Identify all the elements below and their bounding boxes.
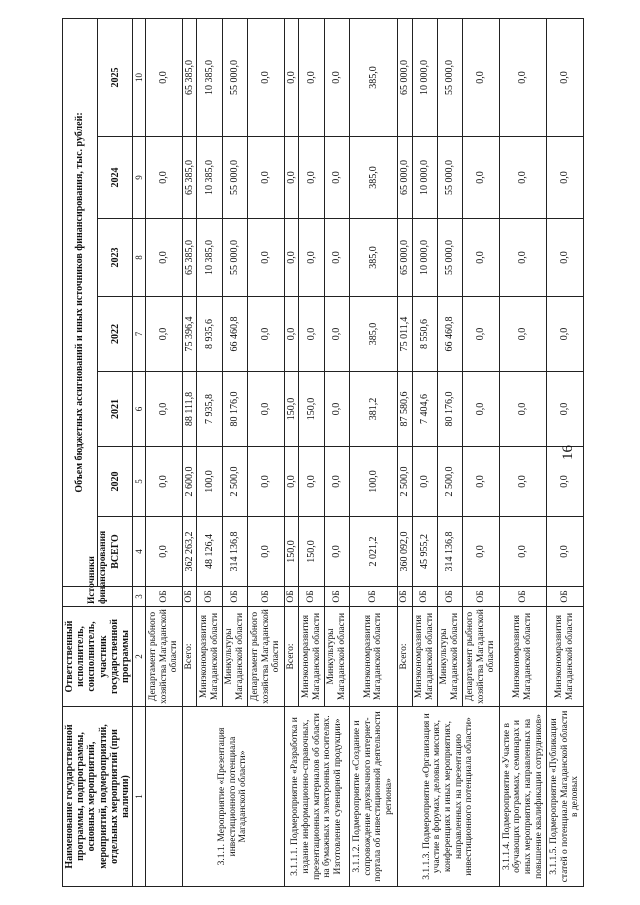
year-value-cell: 65 385,0 <box>182 18 197 136</box>
year-value-cell: 0,0 <box>499 219 547 297</box>
measure-name: 3.1.1.3. Подмероприятие «Организация и участие в форумах, деловых миссиях, конференциях и иных мероприятиях, направленных на презентацию инвестиционного потенциала области» <box>397 707 499 887</box>
header-year: 2021 <box>98 372 133 447</box>
executor-cell: Всего: <box>397 607 412 707</box>
year-value-cell: 0,0 <box>463 219 499 297</box>
year-value-cell: 0,0 <box>463 297 499 372</box>
year-value-cell: 0,0 <box>499 18 547 136</box>
year-value-cell: 65 385,0 <box>182 137 197 219</box>
year-value-cell: 2 500,0 <box>222 447 247 517</box>
year-value-cell: 0,0 <box>146 447 182 517</box>
year-value-cell: 55 000,0 <box>222 137 247 219</box>
year-value-cell: 10 000,0 <box>412 18 437 136</box>
year-value-cell: 2 600,0 <box>182 447 197 517</box>
year-value-cell: 385,0 <box>350 137 398 219</box>
source-cell: ОБ <box>397 587 412 607</box>
year-value-cell: 10 385,0 <box>197 219 222 297</box>
measure-name: 3.1.1.1. Подмероприятие «Разработка и издание информационно-справочных, презентационных материалов об области на бумажных и электронных носителях. Изготовление сувенирной продукции» <box>284 707 350 887</box>
year-value-cell: 0,0 <box>284 18 299 136</box>
year-value-cell: 0,0 <box>248 18 284 136</box>
year-value-cell: 0,0 <box>412 447 437 517</box>
source-cell: ОБ <box>437 587 462 607</box>
year-value-cell: 100,0 <box>350 447 398 517</box>
year-value-cell: 0,0 <box>146 372 182 447</box>
year-value-cell: 7 404,6 <box>412 372 437 447</box>
year-value-cell: 0,0 <box>284 219 299 297</box>
year-value-cell: 0,0 <box>499 297 547 372</box>
year-value-cell: 0,0 <box>324 297 349 372</box>
year-value-cell: 66 460,8 <box>222 297 247 372</box>
year-value-cell: 0,0 <box>547 137 584 219</box>
table-row <box>397 18 412 886</box>
year-value-cell: 385,0 <box>350 18 398 136</box>
measure-name: 3.1.1.5. Подмероприятие «Публикации статей о потенциале Магаданской области в деловых <box>547 707 584 887</box>
executor-cell: Департамент рыбного хозяйства Магаданской области <box>248 607 284 707</box>
header-total: ВСЕГО <box>98 517 133 587</box>
year-value-cell: 0,0 <box>499 137 547 219</box>
year-value-cell: 150,0 <box>284 372 299 447</box>
source-cell: ОБ <box>412 587 437 607</box>
total-value-cell: 0,0 <box>499 517 547 587</box>
header-year: 2020 <box>98 447 133 517</box>
table-row <box>499 18 547 886</box>
executor-cell: Минкультуры Магаданской области <box>437 607 462 707</box>
column-index: 1 <box>133 707 146 887</box>
total-value-cell: 0,0 <box>463 517 499 587</box>
header-year: 2025 <box>98 18 133 136</box>
year-value-cell: 10 000,0 <box>412 219 437 297</box>
column-index: 4 <box>133 517 146 587</box>
header-year: 2022 <box>98 297 133 372</box>
year-value-cell: 0,0 <box>284 447 299 517</box>
year-value-cell: 2 500,0 <box>437 447 462 517</box>
table-row <box>182 18 197 886</box>
total-value-cell: 45 955,2 <box>412 517 437 587</box>
year-value-cell: 75 011,4 <box>397 297 412 372</box>
year-value-cell: 87 580,6 <box>397 372 412 447</box>
column-index: 9 <box>133 137 146 219</box>
year-value-cell: 0,0 <box>299 219 324 297</box>
year-value-cell: 0,0 <box>324 447 349 517</box>
header-year: 2024 <box>98 137 133 219</box>
source-cell: ОБ <box>547 587 584 607</box>
year-value-cell: 65 000,0 <box>397 219 412 297</box>
total-value-cell: 0,0 <box>547 517 584 587</box>
column-index: 2 <box>133 607 146 707</box>
year-value-cell: 0,0 <box>324 18 349 136</box>
source-cell: ОБ <box>197 587 222 607</box>
year-value-cell: 0,0 <box>547 219 584 297</box>
total-value-cell: 314 136,8 <box>222 517 247 587</box>
source-cell: ОБ <box>222 587 247 607</box>
year-value-cell: 0,0 <box>146 137 182 219</box>
year-value-cell: 385,0 <box>350 219 398 297</box>
year-value-cell: 80 176,0 <box>437 372 462 447</box>
year-value-cell: 0,0 <box>299 447 324 517</box>
measure-name: 3.1.1.2. Подмероприятие «Создание и сопровождение двуязычного интернет-портала об инвестиционной деятельности региона» <box>350 707 398 887</box>
year-value-cell: 10 385,0 <box>197 137 222 219</box>
executor-cell: Минэкономразвития Магаданской области <box>350 607 398 707</box>
year-value-cell: 0,0 <box>248 297 284 372</box>
executor-cell: Минэкономразвития Магаданской области <box>412 607 437 707</box>
year-value-cell: 0,0 <box>146 18 182 136</box>
year-value-cell: 0,0 <box>299 297 324 372</box>
year-value-cell: 0,0 <box>463 447 499 517</box>
year-value-cell: 0,0 <box>324 219 349 297</box>
year-value-cell: 0,0 <box>547 297 584 372</box>
measure-name: 3.1.1. Мероприятие «Презентация инвестиционного потенциала Магаданской области» <box>182 707 284 887</box>
source-cell: ОБ <box>284 587 299 607</box>
executor-cell: Департамент рыбного хозяйства Магаданской области <box>146 607 182 707</box>
year-value-cell: 0,0 <box>248 219 284 297</box>
column-index: 3 <box>133 587 146 607</box>
column-index-row <box>133 18 146 886</box>
source-cell: ОБ <box>182 587 197 607</box>
total-value-cell: 0,0 <box>248 517 284 587</box>
year-value-cell: 385,0 <box>350 297 398 372</box>
year-value-cell: 0,0 <box>248 447 284 517</box>
year-value-cell: 66 460,8 <box>437 297 462 372</box>
year-value-cell: 0,0 <box>499 447 547 517</box>
total-value-cell: 360 092,0 <box>397 517 412 587</box>
year-value-cell: 0,0 <box>299 18 324 136</box>
year-value-cell: 150,0 <box>299 372 324 447</box>
year-value-cell: 2 500,0 <box>397 447 412 517</box>
year-value-cell: 0,0 <box>547 18 584 136</box>
column-index: 7 <box>133 297 146 372</box>
year-value-cell: 0,0 <box>146 219 182 297</box>
year-value-cell: 65 000,0 <box>397 18 412 136</box>
total-value-cell: 0,0 <box>324 517 349 587</box>
year-value-cell: 55 000,0 <box>222 18 247 136</box>
total-value-cell: 150,0 <box>299 517 324 587</box>
year-value-cell: 0,0 <box>463 18 499 136</box>
year-value-cell: 8 935,6 <box>197 297 222 372</box>
measure-name <box>146 707 182 887</box>
measure-name: 3.1.1.4. Подмероприятие «Участие в обучающих программах, семинарах и иных мероприятиях, направленных на повышение квалификации сотрудников» <box>499 707 547 887</box>
header-name: Наименование государственной программы, подпрограммы, основных мероприятий, мероприятий, подмероприятий, отдельных мероприятий (при наличии) <box>63 707 133 887</box>
year-value-cell: 100,0 <box>197 447 222 517</box>
year-value-cell: 0,0 <box>284 137 299 219</box>
header-funding-group: Объем бюджетных ассигнований и иных источников финансирования, тыс. рублей: <box>63 18 98 586</box>
header-year: 2023 <box>98 219 133 297</box>
year-value-cell: 75 396,4 <box>182 297 197 372</box>
source-cell: ОБ <box>463 587 499 607</box>
executor-cell: Минэкономразвития Магаданской области <box>499 607 547 707</box>
executor-cell: Минэкономразвития Магаданской области <box>197 607 222 707</box>
executor-cell: Всего: <box>284 607 299 707</box>
year-value-cell: 55 000,0 <box>437 18 462 136</box>
year-value-cell: 88 111,8 <box>182 372 197 447</box>
total-value-cell: 0,0 <box>146 517 182 587</box>
total-value-cell: 314 136,8 <box>437 517 462 587</box>
executor-cell: Минкультуры Магаданской области <box>222 607 247 707</box>
source-cell: ОБ <box>324 587 349 607</box>
year-value-cell: 7 935,8 <box>197 372 222 447</box>
total-value-cell: 150,0 <box>284 517 299 587</box>
total-value-cell: 2 021,2 <box>350 517 398 587</box>
year-value-cell: 65 385,0 <box>182 219 197 297</box>
source-cell: ОБ <box>299 587 324 607</box>
year-value-cell: 0,0 <box>324 372 349 447</box>
header-source: Источники финансирования <box>63 587 133 607</box>
header-executor: Ответственный исполнитель, соисполнитель, участник государственной программы <box>63 607 133 707</box>
year-value-cell: 8 550,6 <box>412 297 437 372</box>
year-value-cell: 0,0 <box>547 372 584 447</box>
column-index: 8 <box>133 219 146 297</box>
year-value-cell: 10 000,0 <box>412 137 437 219</box>
year-value-cell: 0,0 <box>499 372 547 447</box>
year-value-cell: 0,0 <box>463 372 499 447</box>
year-value-cell: 55 000,0 <box>222 219 247 297</box>
year-value-cell: 10 385,0 <box>197 18 222 136</box>
table-row <box>284 18 299 886</box>
executor-cell: Минкультуры Магаданской области <box>324 607 349 707</box>
year-value-cell: 0,0 <box>463 137 499 219</box>
year-value-cell: 0,0 <box>248 372 284 447</box>
year-value-cell: 0,0 <box>146 297 182 372</box>
year-value-cell: 381,2 <box>350 372 398 447</box>
table-row <box>146 18 182 886</box>
year-value-cell: 0,0 <box>284 297 299 372</box>
column-index: 10 <box>133 18 146 136</box>
year-value-cell: 80 176,0 <box>222 372 247 447</box>
year-value-cell: 0,0 <box>299 137 324 219</box>
source-cell: ОБ <box>499 587 547 607</box>
executor-cell: Всего: <box>182 607 197 707</box>
budget-table <box>62 18 584 887</box>
year-value-cell: 0,0 <box>324 137 349 219</box>
column-index: 6 <box>133 372 146 447</box>
executor-cell: Минэкономразвития Магаданской области <box>547 607 584 707</box>
executor-cell: Департамент рыбного хозяйства Магаданской области <box>463 607 499 707</box>
total-value-cell: 362 263,2 <box>182 517 197 587</box>
year-value-cell: 65 000,0 <box>397 137 412 219</box>
header-row-1 <box>63 18 98 886</box>
source-cell: ОБ <box>146 587 182 607</box>
column-index: 5 <box>133 447 146 517</box>
source-cell: ОБ <box>350 587 398 607</box>
year-value-cell: 55 000,0 <box>437 219 462 297</box>
executor-cell: Минэкономразвития Магаданской области <box>299 607 324 707</box>
year-value-cell: 0,0 <box>248 137 284 219</box>
total-value-cell: 48 126,4 <box>197 517 222 587</box>
page-number: 16 <box>560 445 576 460</box>
table-body <box>146 18 584 886</box>
source-cell: ОБ <box>248 587 284 607</box>
year-value-cell: 55 000,0 <box>437 137 462 219</box>
year-value-cell: 0,0 <box>547 447 584 517</box>
table-row <box>350 18 398 886</box>
